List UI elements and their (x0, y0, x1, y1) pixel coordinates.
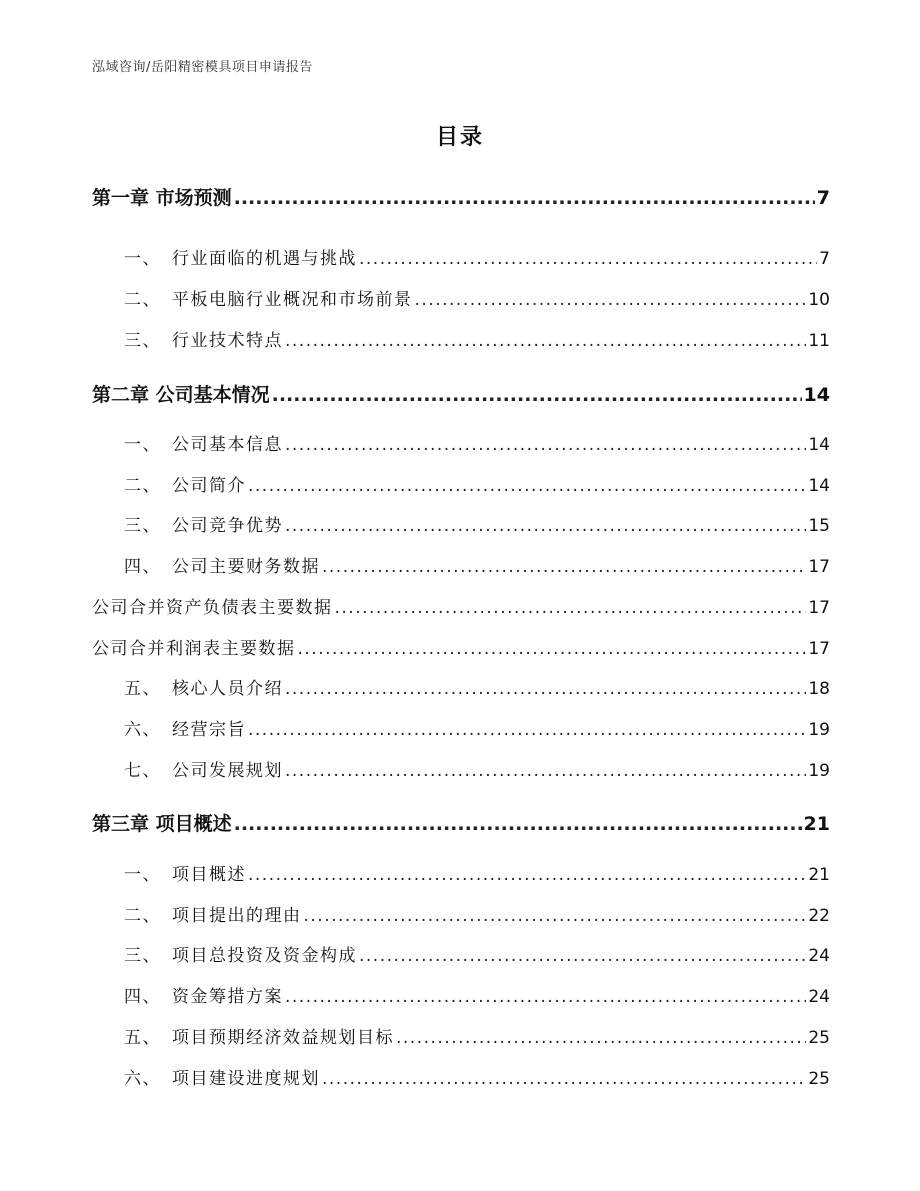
toc-page-number: 7 (819, 249, 830, 269)
toc-section-entry[interactable] (92, 593, 830, 618)
toc-entry-text (92, 860, 246, 885)
toc-entry-number: 二、 (124, 906, 161, 926)
running-header: 泓域咨询/岳阳精密模具项目申请报告 (92, 60, 313, 75)
toc-page-number: 14 (808, 435, 830, 455)
toc-page-number: 10 (808, 290, 830, 310)
toc-entry-label: 公司合并资产负债表主要数据 (92, 598, 333, 618)
toc-page-number: 11 (808, 331, 830, 351)
toc-entry-number: 三、 (124, 946, 161, 966)
toc-entry-text (92, 941, 357, 966)
toc-chapter-entry[interactable] (92, 809, 830, 836)
toc-dot-leader (322, 557, 806, 577)
toc-page-number: 21 (808, 865, 830, 885)
toc-page-number: 15 (808, 516, 830, 536)
toc-entry-text (92, 552, 320, 577)
toc-entry-number: 七、 (124, 761, 161, 781)
toc-entry-number: 四、 (124, 557, 161, 577)
toc-entry-number: 一、 (124, 865, 161, 885)
toc-dot-leader (359, 946, 806, 966)
toc-dot-leader (322, 1069, 806, 1089)
toc-section-entry[interactable] (92, 941, 830, 966)
toc-section-entry[interactable] (92, 715, 830, 740)
toc-entry-text (92, 326, 283, 351)
toc-entry-number: 二、 (124, 476, 161, 496)
toc-entry-label: 第二章 公司基本情况 (92, 384, 270, 406)
toc-page-number: 24 (808, 946, 830, 966)
toc-dot-leader (248, 720, 806, 740)
toc-section-entry[interactable] (92, 244, 830, 269)
toc-dot-leader (248, 476, 806, 496)
toc-entry-text (92, 511, 283, 536)
toc-entry-number: 三、 (124, 516, 161, 536)
toc-entry-text (92, 1023, 394, 1048)
toc-page-number: 17 (808, 598, 830, 618)
toc-entry-label: 公司主要财务数据 (172, 557, 320, 577)
toc-entry-label: 第一章 市场预测 (92, 187, 232, 209)
toc-section-entry[interactable] (92, 430, 830, 455)
toc-entry-label: 行业面临的机遇与挑战 (172, 249, 357, 269)
toc-chapter-entry[interactable] (92, 380, 830, 407)
toc-page-number: 14 (808, 476, 830, 496)
toc-entry-text (92, 593, 333, 618)
toc-entry-label: 公司合并利润表主要数据 (92, 639, 296, 659)
toc-entry-label: 公司竞争优势 (172, 516, 283, 536)
toc-page-number: 18 (808, 679, 830, 699)
toc-entry-text (92, 634, 296, 659)
toc-section-entry[interactable] (92, 901, 830, 926)
toc-entry-label: 核心人员介绍 (172, 679, 283, 699)
toc-page-number: 25 (808, 1028, 830, 1048)
toc-dot-leader (248, 865, 806, 885)
toc-page-number: 17 (808, 557, 830, 577)
toc-entry-label: 项目建设进度规划 (172, 1069, 320, 1089)
toc-entry-text (92, 380, 270, 407)
toc-entry-label: 公司基本信息 (172, 435, 283, 455)
toc-title: 目录 (435, 125, 484, 150)
toc-entry-text (92, 244, 357, 269)
toc-section-entry[interactable] (92, 471, 830, 496)
toc-entry-number: 二、 (124, 290, 161, 310)
toc-page-number: 14 (803, 384, 830, 406)
toc-dot-leader (415, 290, 807, 310)
toc-entry-number: 三、 (124, 331, 161, 351)
toc-entry-label: 项目总投资及资金构成 (172, 946, 357, 966)
toc-section-entry[interactable] (92, 756, 830, 781)
toc-entry-text (92, 756, 283, 781)
toc-entry-text (92, 1064, 320, 1089)
toc-entry-label: 项目预期经济效益规划目标 (172, 1028, 394, 1048)
toc-chapter-entry[interactable] (92, 183, 830, 210)
toc-entry-number: 五、 (124, 1028, 161, 1048)
toc-entry-text (92, 285, 413, 310)
toc-entry-text (92, 183, 232, 210)
toc-dot-leader (272, 384, 802, 406)
toc-entry-number: 六、 (124, 720, 161, 740)
toc-section-entry[interactable] (92, 860, 830, 885)
toc-dot-leader (304, 906, 807, 926)
toc-entry-text (92, 809, 232, 836)
toc-entry-label: 第三章 项目概述 (92, 813, 232, 835)
toc-entry-number: 一、 (124, 249, 161, 269)
toc-section-entry[interactable] (92, 1064, 830, 1089)
toc-dot-leader (335, 598, 807, 618)
toc-entry-text (92, 471, 246, 496)
toc-page-number: 19 (808, 720, 830, 740)
toc-section-entry[interactable] (92, 326, 830, 351)
toc-dot-leader (359, 249, 817, 269)
toc-entry-label: 公司发展规划 (172, 761, 283, 781)
toc-dot-leader (285, 679, 806, 699)
toc-entry-number: 一、 (124, 435, 161, 455)
toc-section-entry[interactable] (92, 285, 830, 310)
toc-dot-leader (285, 435, 806, 455)
toc-entry-text (92, 901, 302, 926)
toc-page-number: 19 (808, 761, 830, 781)
toc-entry-text (92, 715, 246, 740)
toc-section-entry[interactable] (92, 674, 830, 699)
toc-page-number: 17 (808, 639, 830, 659)
toc-dot-leader (396, 1028, 806, 1048)
toc-entry-label: 项目概述 (172, 865, 246, 885)
toc-section-entry[interactable] (92, 552, 830, 577)
toc-entry-label: 项目提出的理由 (172, 906, 302, 926)
toc-dot-leader (285, 516, 806, 536)
toc-page-number: 24 (808, 987, 830, 1007)
toc-dot-leader (298, 639, 807, 659)
toc-section-entry[interactable] (92, 1023, 830, 1048)
toc-entry-text (92, 982, 283, 1007)
toc-dot-leader (234, 813, 802, 835)
toc-page-number: 7 (816, 187, 830, 209)
toc-section-entry[interactable] (92, 982, 830, 1007)
toc-page-number: 21 (803, 813, 830, 835)
toc-entry-label: 行业技术特点 (172, 331, 283, 351)
toc-dot-leader (285, 331, 806, 351)
toc-entry-text (92, 674, 283, 699)
toc-section-entry[interactable] (92, 511, 830, 536)
toc-entry-label: 经营宗旨 (172, 720, 246, 740)
toc-page-number: 22 (808, 906, 830, 926)
toc-dot-leader (285, 761, 806, 781)
toc-entry-text (92, 430, 283, 455)
toc-entry-label: 公司简介 (172, 476, 246, 496)
toc-dot-leader (285, 987, 806, 1007)
toc-entry-number: 五、 (124, 679, 161, 699)
toc-entry-label: 平板电脑行业概况和市场前景 (172, 290, 413, 310)
toc-entry-label: 资金筹措方案 (172, 987, 283, 1007)
toc-page-number: 25 (808, 1069, 830, 1089)
toc-entry-number: 四、 (124, 987, 161, 1007)
toc-entry-number: 六、 (124, 1069, 161, 1089)
toc-section-entry[interactable] (92, 634, 830, 659)
toc-dot-leader (234, 187, 815, 209)
